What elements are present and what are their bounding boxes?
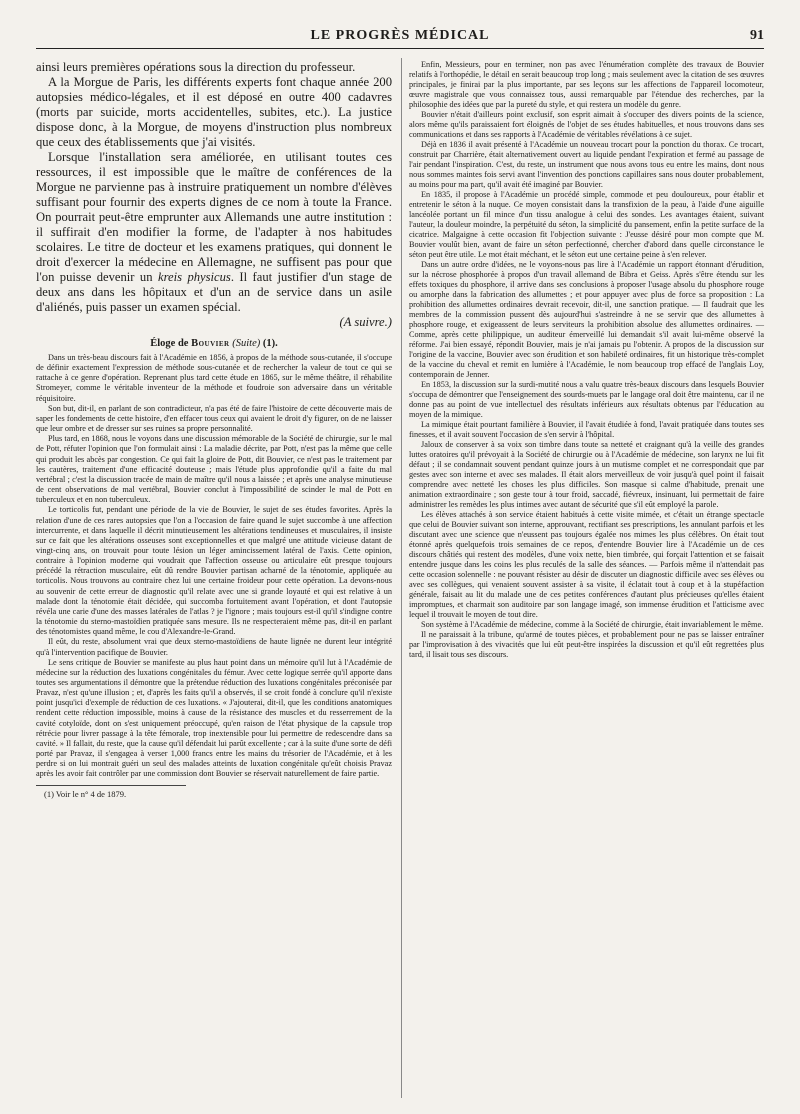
- body-paragraph: La mimique était pourtant familière à Bouvier, il l'avait étudiée à fond, l'avait pratiquée dans toutes ses finesses, et il avait souvent l'occasion de s'en servir à l'hôpital.: [409, 420, 764, 439]
- footnote-rule: [36, 785, 186, 786]
- body-paragraph: Le torticolis fut, pendant une période de la vie de Bouvier, le sujet de ses études favorites. Après la relation d'une de ces rares autopsies que l'on a l'occasion de faire quand le sujet succombe à une affection intercurrente, et dans laquelle il décrit minutieusement les altérations tendineuses et musculaires, il insiste sur ce fait que les altérations osseuses sont exceptionnelles et que malgré une attitude vicieuse datant de vingt-cinq ans, on trouvait pour toute lésion un léger amincissement latéral de l'axis. Cette opinion, contraire à l'opinion moderne qui voudrait que l'affection osseuse ou articulaire eût presque toujours précédé la rétraction musculaire, eût dû rendre Bouvier partisan acharné de la ténotomie, appliquée au torticolis. Nous trouvons au contraire chez lui une certaine froideur pour cette opération. La devons-nous au souvenir de cette erreur de diagnostic qu'il relate avec une si grande loyauté et qui est relative à un malade dont la ténotomie était décidée, qui succomba fortuitement avant l'opération, et dont l'autopsie révéla une carie d'une des masses latérales de l'atlas ? je l'ignore ; mais toujours est-il qu'il s'indigne contre la ténotomie du sterno-mastoïdien pratiquée sans mesure. Ils ne respecteraient même pas, dit-il en parlant des ténotomistes quand même, le cou d'Alexandre-le-Grand.: [36, 505, 392, 637]
- lead-paragraph: [36, 150, 392, 315]
- body-paragraph: Dans un autre ordre d'idées, ne le voyons-nous pas lire à l'Académie un rapport étonnant d'érudition, sur la nécrose phosphorée à propos d'un travail allemand de Bibra et Geiss. Après s'être étendu sur les effets toxiques du phosphore, il arrive dans ses conclusions à proposer l'usage absolu du phosphore rouge ou amorphe dans la fabrication des allumettes ; et pour appuyer avec plus de force sa proposition : La prohibition des allumettes ordinaires devrait recevoir, dit-il, une sanction pratique. — Il faudrait que les membres de la commission pussent dès aujourd'hui s'astreindre à ne se servir que des allumettes à phosphore rouge, et exigeassent de leurs serviteurs la prohibition absolue des allumettes ordinaires. — Comme, après cette philippique, un auditeur émerveillé lui demandait s'il avait lui-même observé la réforme. J'ai bien essayé, répondit Bouvier, mais je n'ai jamais pu l'obtenir. A propos de la discussion sur l'origine de la vaccine, Bouvier avec son érudition et son habileté ordinaires, fit un historique très-complet de la vaccine du cheval et remit en lumière à l'Académie, le nom beaucoup trop effacé de l'anglais Loy, contemporain de Jenner.: [409, 260, 764, 379]
- body-paragraph: Dans un très-beau discours fait à l'Académie en 1856, à propos de la méthode sous-cutanée, il s'occupe de définir exactement l'expression de méthode sous-cutanée et de rechercher la valeur de tout ce qui se rattache à ce genre d'opération. Reprenant plus tard cette étude en 1865, sur le même théâtre, il réhabilite Stromeyer, comme le véritable inventeur de la méthode et foudroie son adversaire dans un véritable réquisitoire.: [36, 353, 392, 403]
- section-footnote-ref: (1).: [262, 338, 278, 349]
- section-name: Bouvier: [191, 338, 230, 349]
- body-paragraph: Déjà en 1836 il avait présenté à l'Académie un nouveau trocart pour la ponction du thorax. Ce trocart, construit par Charrière, était alternativement ouvert au liquide pendant l'expiration et fermé au passage de l'air pendant l'inspiration. C'est, du reste, un instrument que nous avons tous eu entre les mains, dont nous nous sommes maintes fois servi avant l'invention des ponctions capillaires sans nous douter probablement, au moins pour ma part, qu'il avait été imaginé par Bouvier.: [409, 140, 764, 189]
- running-header: [36, 28, 764, 48]
- section-heading: [36, 338, 392, 349]
- a-suivre: (A suivre.): [339, 315, 392, 329]
- footnote: (1) Voir le n° 4 de 1879.: [44, 788, 127, 799]
- eloge-body-left: [36, 353, 392, 780]
- body-paragraph: Son système à l'Académie de médecine, comme à la Société de chirurgie, était invariablement le même.: [421, 620, 764, 629]
- section-title: Éloge de: [150, 338, 189, 349]
- body-paragraph: Le sens critique de Bouvier se manifeste au plus haut point dans un mémoire qu'il lut à l'Académie de médecine sur la réduction des luxations congénitales du fémur. Avec cette logique serrée qu'il apporte dans toutes ses argumentations il démontre que la prétendue réduction des luxations congénitales préconisée par Pravaz, n'est qu'une illusion ; et, d'après les faits qu'il a observés, il se croit fondé à conclure qu'il n'existe point jusqu'ici d'exemple de réduction de ces luxations. « J'ajouterai, dit-il, que les conditions anatomiques rendent cette réduction impossible, moins à cause de la résistance des muscles et du resserrement de la cavité cotyloïde, dont on s'est uniquement préoccupé, qu'en raison de l'état physique de la capsule trop rétrécie pour livrer passage à la tête fémorale, trop inextensible pour lui permettre de redescendre dans sa cavité. » Il fallait, du reste, que la cause qu'il défendait lui parût excellente ; car à la suite d'une sorte de défi porté par Pravaz, il s'engagea à verser 1,000 francs entre les mains du trésorier de l'Académie, et à les perdre si on lui montrait guéri un seul des malades atteints de luxation congénitale qu'eût choisis Pravaz après les avoir fait contrôler par une commission dont Bouvier se réservait naturellement de faire partie.: [36, 657, 392, 779]
- body-paragraph: Il ne paraissait à la tribune, qu'armé de toutes pièces, et probablement pour ne pas se laisser entraîner par l'improvisation à des vivacités que lui eût peut-être inspirées la discussion et qu'il eût regrettées plus tard, il lisait tous ses discours.: [409, 630, 764, 659]
- eloge-body-right: [409, 60, 764, 660]
- kreisphysicus-term: kreis physicus: [157, 270, 231, 284]
- lead-article-end: [36, 60, 392, 330]
- body-paragraph: Enfin, Messieurs, pour en terminer, non pas avec l'énumération complète des travaux de Bouvier relatifs à l'orthopédie, le détail en serait beaucoup trop long ; mais seulement avec la citation de ses œuvres principales, je finirai par la plus importante, par ses leçons sur les affections de l'appareil locomoteur, œuvre magistrale que vous connaissez tous, aussi remarquable par l'étendue des recherches, par la philosophie des idées que par la pureté du style, et qui restera un modèle du genre.: [409, 60, 764, 109]
- page-number: 91: [750, 28, 764, 43]
- section-suite: (Suite): [232, 338, 261, 349]
- left-column: [36, 60, 392, 799]
- journal-title: LE PROGRÈS MÉDICAL: [310, 28, 490, 43]
- body-paragraph: Il eût, du reste, absolument vrai que deux sterno-mastoïdiens de haute lignée ne durent leur intégrité qu'à l'intervention pacifique de Bouvier.: [36, 637, 392, 657]
- lead-paragraph: A la Morgue de Paris, les différents experts font chaque année 200 autopsies médico-légales, et il est déposé en outre 400 cadavres (morts par suicide, morts accidentelles, subites, etc.). La justice dispose donc, à la Morgue, de moyens d'instruction plus nombreux que ceux des établissements que j'ai visités.: [36, 75, 392, 149]
- body-paragraph: Bouvier n'était d'ailleurs point exclusif, son esprit aimait à s'occuper des divers points de la science, alors même qu'ils paraissaient fort éloignés de l'objet de ses études habituelles, et nous trouvons dans ses communications et dans ses rapports à l'Académie de véritables révélations à ce sujet.: [409, 110, 764, 139]
- column-divider: [401, 58, 402, 1098]
- body-paragraph: Plus tard, en 1868, nous le voyons dans une discussion mémorable de la Société de chirurgie, sur le mal de Pott, réfuter l'opinion que l'on formulait ainsi : La maladie décrite, par Pott, n'est pas la même que celle qui produit les abcès par congestion. Ce qui fait la gloire de Pott, dit Bouvier, ce n'est pas le traitement par les cautères, traitement d'une efficacité douteuse ; mais l'étude plus approfondie qu'il a faite du mal vertébral ; c'est la discussion tracée de main de maître qu'il nous a laissée ; et après une analyse minutieuse de cent observations de mal vertébral, Bouvier conclut à l'impossibilité de scinder le mal de Pott en tuberculeux et en non tuberculeux.: [36, 434, 392, 505]
- right-column: [409, 60, 764, 660]
- body-paragraph: Son but, dit-il, en parlant de son contradicteur, n'a pas été de faire l'histoire de cette découverte mais de saper les fondements de cette histoire, d'en effacer tous ceux qui avaient le droit d'y figurer, on de ne laisser que leur ombre et de dresser sur ses ruines sa propre personnalité.: [36, 403, 392, 434]
- lead-paragraph-text: Lorsque l'installation sera améliorée, en utilisant toutes ces ressources, il est impossible que le maître de conférences de la Morgue ne parvienne pas à instruire pratiquement un nombre d'élèves suffisant pour fournir des experts dignes de ce nom à toute la France. On pourrait peut-être emprunter aux Allemands une autre institution : il suffirait d'en modifier la forme, de l'adapter à nos habitudes scolaires. Le titre de docteur et les examens pratiques, qui donnent le droit d'exercer la médecine en Allemagne, ne suffisent pas pour que l'on puisse devenir un: [36, 150, 392, 284]
- lead-paragraph-tail: . Il faut justifier d'un stage de deux ans dans les hôpitaux et d'un an de service dans un asile d'aliénés, puis passer un examen spécial.: [36, 270, 392, 314]
- body-paragraph: Jaloux de conserver à sa voix son timbre dans toute sa netteté et craignant qu'à la veille des grandes luttes oratoires qu'il prévoyait à la Société de chirurgie ou à l'Académie de médecine, son larynx ne lui fit défaut ; il se condamnait souvent pendant quinze jours à un mutisme complet et ne correspondait que par gestes avec son interne et avec ses malades. Il était alors merveilleux de voir jusqu'à quel point il faisait comprendre avec netteté les choses les plus difficiles. Son masque si calme d'habitude, prenait une animation extraordinaire ; son geste tour à tour froid, saccadé, fiévreux, insinuant, lui permettait de faire administrer les remèdes les plus intimes avec autant de sécurité que s'il eût employé la parole.: [409, 440, 764, 509]
- body-paragraph: En 1835, il propose à l'Académie un procédé simple, commode et peu douloureux, pour établir et entretenir le séton à la nuque. Ce moyen consistait dans la transfixion de la peau, à l'aide d'une aiguille lancéolée portant un fil mince d'un tissu analogue à celui des sondes. Les avantages étaient, suivant l'auteur, la douleur moindre, la perpétuité du séton, la simplicité du pansement, enfin la petite surface de la cicatrice. Malgaigne à cette occasion fit l'objection suivante : J'eusse désiré pour mon compte que M. Bouvier voulût bien, avant de faire un séton perfectionné, chercher d'abord dans quelle circonstance le séton peut être utile. Le mot était méchant, et le séton eut une certaine peine à s'en relever.: [409, 190, 764, 259]
- lead-paragraph: ainsi leurs premières opérations sous la direction du professeur.: [36, 60, 356, 74]
- body-paragraph: En 1853, la discussion sur la surdi-mutité nous a valu quatre très-beaux discours dans lesquels Bouvier s'occupa de démontrer que l'enseignement des sourds-muets par le langage oral doit être maintenu, car il ne donne pas au point de vue intellectuel des résultats inférieurs aux résultats obtenus par l'éducation au moyen de la mimique.: [409, 380, 764, 419]
- body-paragraph: Les élèves attachés à son service étaient habitués à cette visite mimée, et c'était un étrange spectacle que celui de Bouvier suivant son interne, approuvant, rectifiant ses prescriptions, les annulant parfois et les discutant avec une science que n'eussent pas toujours égalée nos mimes les plus célèbres. On était tout étonné après quelquefois trois semaines de ce repos, d'entendre Bouvier lire à l'Académie un de ces discours châtiés qui restent des modèles, d'une voix nette, bien timbrée, qui forçait l'attention et se faisait entendre jusque dans les coins les plus reculés de la salle des séances. — Parfois même il n'attendait pas cette occasion solennelle : ne pouvant résister au désir de discuter un diagnostic difficile avec ses élèves ou avec ses collègues, qui venaient souvent assister à sa visite, il éclatait tout à coup et à la stupéfaction générale, faisait au lit du malade une de ces petites conférences d'autant plus précieuses qu'elles étaient impromptues, et charmait son auditoire par son langage imagé, son immense érudition et l'atticisme avec lequel il trouvait le moyen de tout dire.: [409, 510, 764, 619]
- header-rule: [36, 48, 764, 49]
